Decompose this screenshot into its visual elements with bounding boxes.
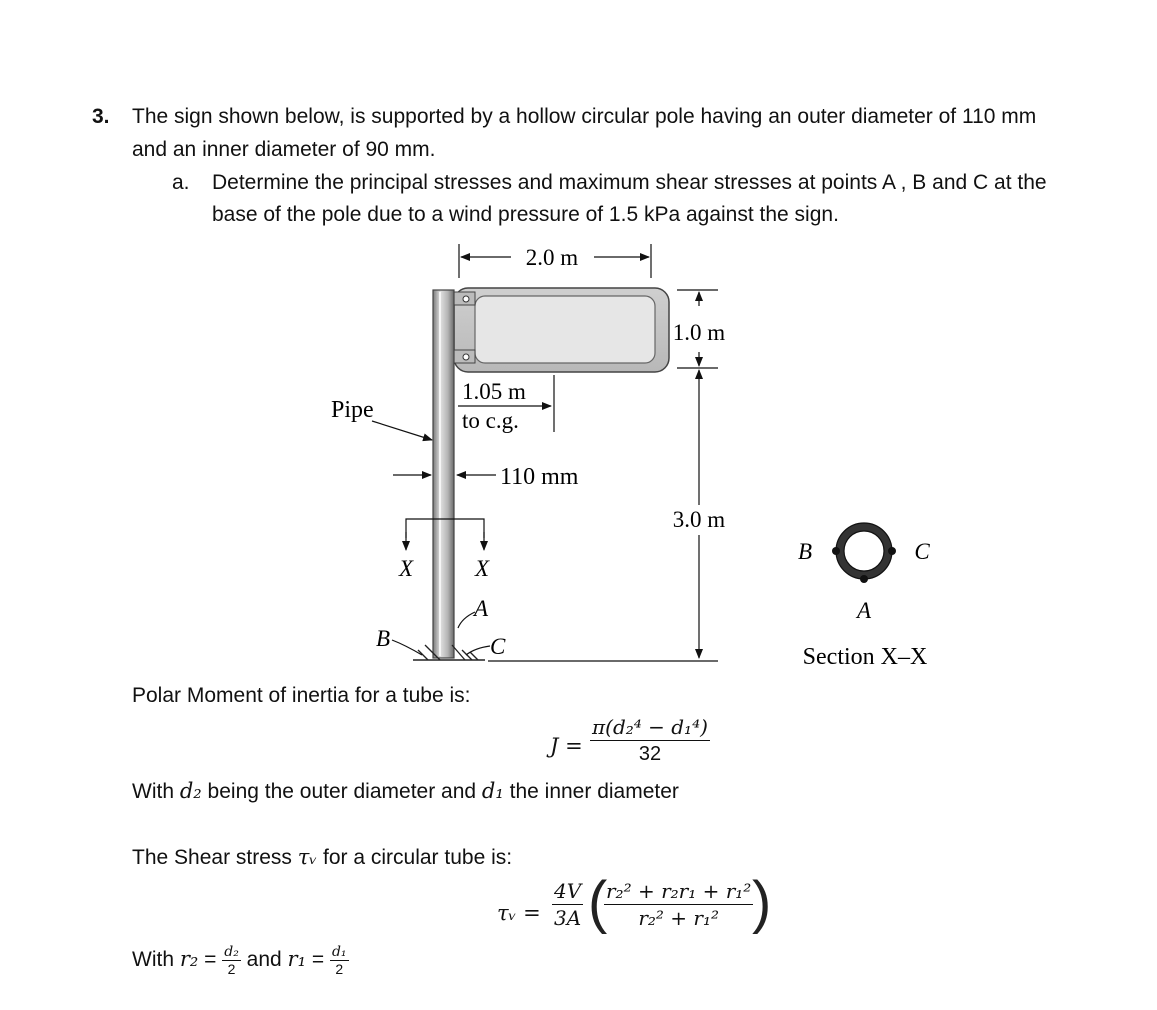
sign-height-label: 1.0 m <box>672 320 726 345</box>
diameter-definition <box>132 778 679 805</box>
x-label-right: X <box>474 556 490 581</box>
diam-def-d2: d₂ <box>179 779 202 803</box>
sign-height-dimension <box>673 290 726 368</box>
sign-panel <box>443 288 669 372</box>
diam-def-c: the inner diameter <box>503 780 679 803</box>
shear-intro <box>132 844 512 871</box>
radius-two2: 2 <box>335 961 344 977</box>
diameter-dimension <box>393 464 579 490</box>
shear-coefficient <box>552 878 583 931</box>
shear-intro-tau: τᵥ <box>297 845 318 869</box>
paren-left: ( <box>588 870 608 935</box>
pipe-leader <box>372 421 432 440</box>
section-b-label: B <box>797 539 813 564</box>
shear-lhs: τᵥ = <box>497 901 541 925</box>
paren-right: ) <box>752 870 772 935</box>
cg-dimension-line1: 1.05 m <box>462 379 526 404</box>
diam-def-a: With <box>132 780 180 803</box>
polar-fraction <box>590 714 710 767</box>
point-b-label: B <box>376 626 391 651</box>
section-c-label: C <box>914 539 930 564</box>
problem-statement-line2: and an inner diameter of 90 mm. <box>132 138 436 161</box>
cg-dimension <box>458 375 554 433</box>
radius-eq2: = <box>306 948 330 972</box>
shear-paren-fraction <box>604 878 753 931</box>
problem-statement-line1: The sign shown below, is supported by a hollow circular pole having an outer diameter of 110 mm <box>132 105 1037 128</box>
polar-denominator: 32 <box>638 743 662 765</box>
radius-two1: 2 <box>227 961 236 977</box>
shear-paren-num: r₂² + r₂r₁ + r₁² <box>606 879 752 903</box>
cg-dimension-line2: to c.g. <box>462 408 519 433</box>
radius-d2: d₂ <box>224 944 239 960</box>
diam-def-b: being the outer diameter and <box>201 780 482 803</box>
part-statement-line2: base of the pole due to a wind pressure of 1.5 kPa against the sign. <box>212 203 839 226</box>
radius-r2: r₂ <box>179 947 199 972</box>
shear-intro-b: for a circular tube is: <box>317 846 513 869</box>
shear-coef-num: 4V <box>554 879 582 903</box>
section-title: Section X–X <box>802 644 928 670</box>
radius-r1: r₁ <box>287 947 307 972</box>
radius-eq1: = <box>198 948 223 972</box>
pole <box>433 290 454 658</box>
diameter-label: 110 mm <box>500 464 579 490</box>
problem-number: 3. <box>92 105 110 128</box>
radius-and: and <box>240 948 288 972</box>
x-label-left: X <box>398 556 414 581</box>
radius-d1: d₁ <box>331 944 347 960</box>
point-c-label: C <box>490 634 506 659</box>
part-statement-line1: Determine the principal stresses and maximum shear stresses at points A , B and C at the <box>212 171 1047 194</box>
shear-intro-a: The Shear stress <box>132 846 298 869</box>
polar-lhs: J = <box>550 734 583 758</box>
width-dimension-label: 2.0 m <box>525 245 579 270</box>
width-dimension <box>459 244 651 278</box>
section-a-label: A <box>856 598 872 623</box>
part-label: a. <box>172 171 190 194</box>
section-xx-detail <box>798 523 930 670</box>
shear-coef-den: 3A <box>554 906 582 930</box>
point-a-label: A <box>474 596 489 621</box>
polar-numerator: π(d₂⁴ − d₁⁴) <box>592 715 708 739</box>
diam-def-d1: d₁ <box>481 779 504 803</box>
polar-intro: Polar Moment of inertia for a tube is: <box>132 684 471 707</box>
radius-with: With <box>132 948 180 972</box>
pole-height-label: 3.0 m <box>672 507 726 532</box>
radius-definition <box>132 944 349 977</box>
shear-paren-den: r₂² + r₁² <box>638 906 719 930</box>
pipe-label: Pipe <box>331 397 374 423</box>
pole-height-dimension <box>488 370 725 661</box>
